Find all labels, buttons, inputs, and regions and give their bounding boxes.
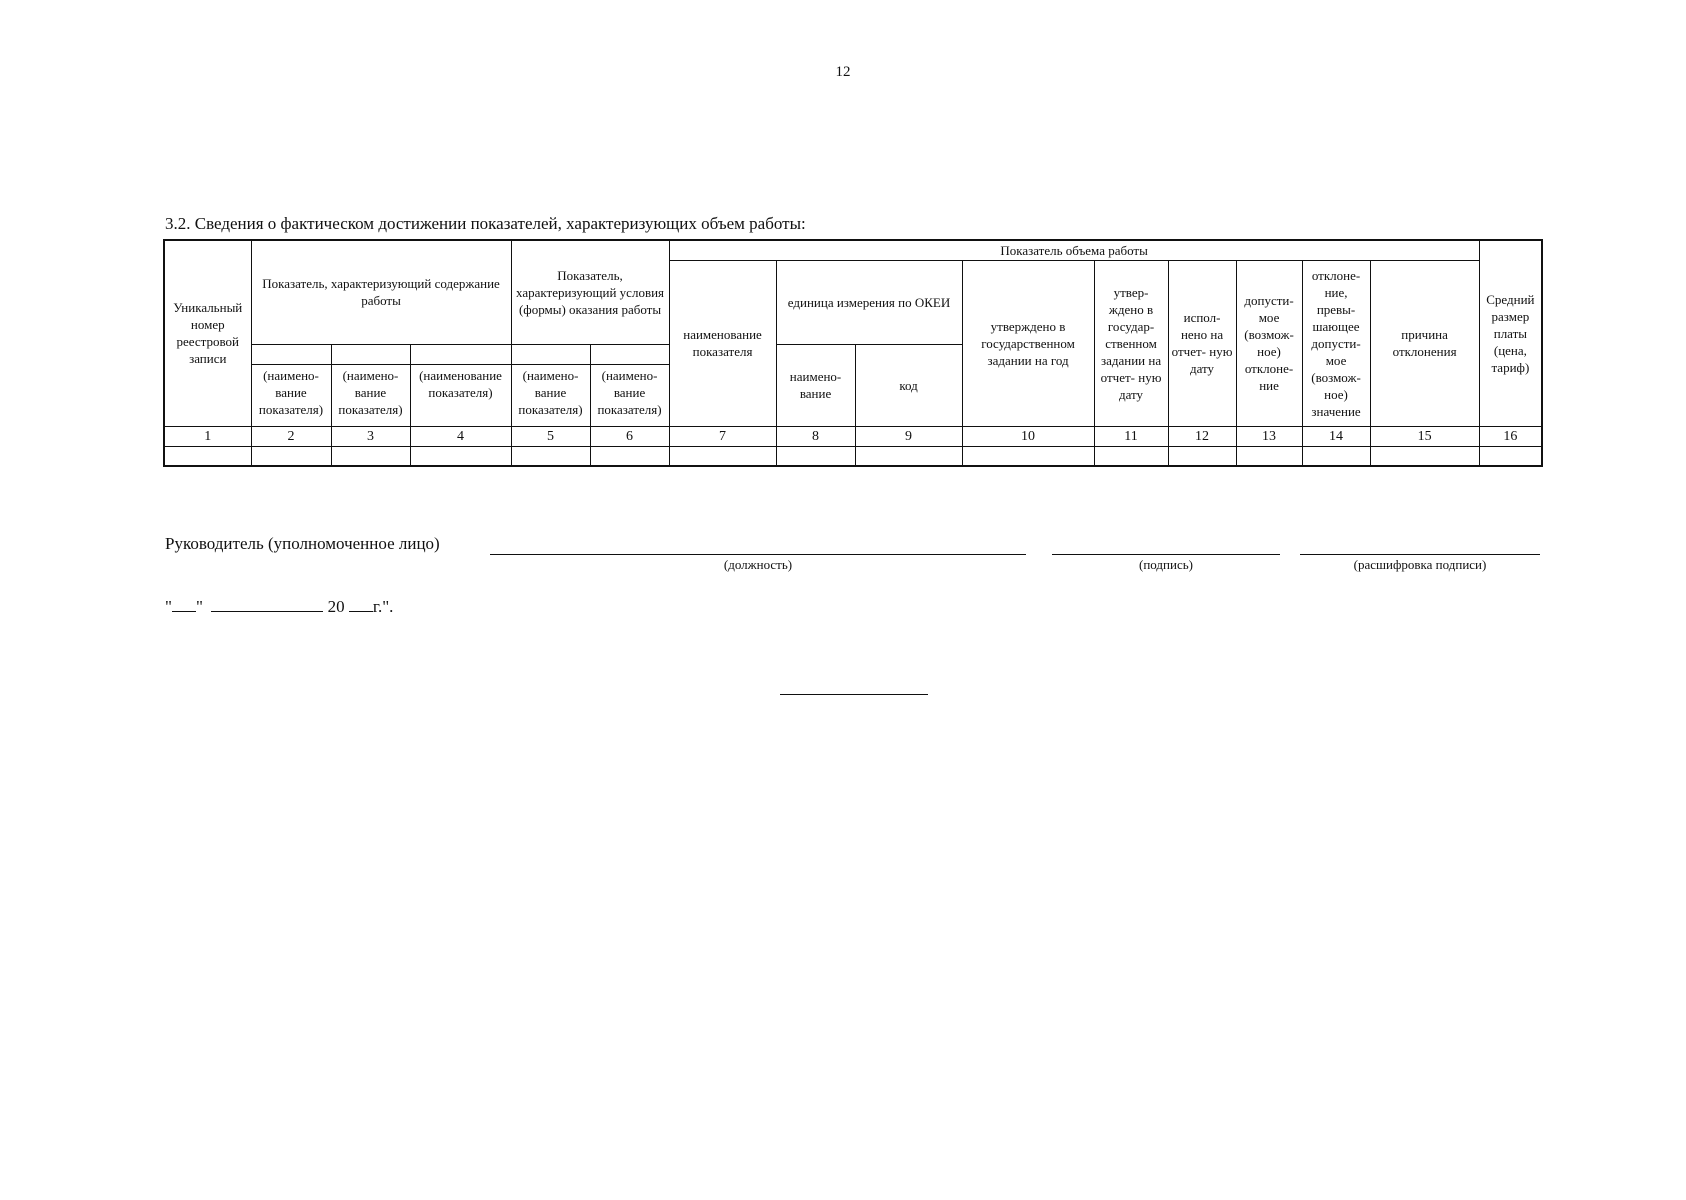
year-blank[interactable] (349, 597, 373, 612)
header-blank (410, 344, 511, 364)
header-blank (511, 344, 590, 364)
subheader-indicator-name: (наимено- вание показателя) (251, 364, 331, 426)
decoding-line[interactable] (1300, 554, 1540, 555)
column-number: 4 (410, 426, 511, 446)
signature-line[interactable] (1052, 554, 1280, 555)
column-number: 15 (1370, 426, 1479, 446)
work-volume-table (163, 239, 1543, 467)
table-cell[interactable] (1168, 446, 1236, 466)
column-number: 3 (331, 426, 410, 446)
footer-divider (780, 694, 928, 695)
column-number: 1 (164, 426, 251, 446)
position-caption: (должность) (723, 557, 793, 572)
column-number: 10 (962, 426, 1094, 446)
decoding-caption: (расшифровка подписи) (1353, 557, 1487, 572)
column-number: 6 (590, 426, 669, 446)
signature-caption: (подпись) (1139, 557, 1193, 572)
header-executed: испол- нено на отчет- ную дату (1168, 260, 1236, 426)
header-deviation-reason: причина отклонения (1370, 260, 1479, 426)
page-number: 12 (835, 64, 851, 80)
header-indicator-name: наименование показателя (669, 260, 776, 426)
table-row (164, 446, 1542, 466)
column-number: 11 (1094, 426, 1168, 446)
header-blank (251, 344, 331, 364)
table-cell[interactable] (511, 446, 590, 466)
subheader-indicator-name: (наименование показателя) (410, 364, 511, 426)
header-average-fee: Средний размер платы (цена, тариф) (1479, 240, 1542, 426)
header-unit-name: наимено- вание (776, 344, 855, 426)
column-number: 13 (1236, 426, 1302, 446)
column-number: 9 (855, 426, 962, 446)
table-cell[interactable] (1479, 446, 1542, 466)
header-approved-report-date: утвер- ждено в государ- ственном задании на отчет- ную дату (1094, 260, 1168, 426)
column-number: 5 (511, 426, 590, 446)
header-unit-code: код (855, 344, 962, 426)
section-title: 3.2. Сведения о фактическом достижении показателей, характеризующих объем работы: (165, 214, 806, 233)
header-content-indicator: Показатель, характеризующий содержание работы (251, 240, 511, 344)
table-cell[interactable] (410, 446, 511, 466)
month-blank[interactable] (211, 597, 323, 612)
header-blank (331, 344, 410, 364)
header-exceeding-deviation: отклоне- ние, превы- шающее допусти- мое (возмож- ное) значение (1302, 260, 1370, 426)
date-line (165, 597, 393, 617)
subheader-indicator-name: (наимено- вание показателя) (331, 364, 410, 426)
column-number: 2 (251, 426, 331, 446)
column-number: 16 (1479, 426, 1542, 446)
header-allowed-deviation: допусти- мое (возмож- ное) отклоне- ние (1236, 260, 1302, 426)
table-cell[interactable] (1302, 446, 1370, 466)
table-cell[interactable] (855, 446, 962, 466)
date-quote-close: " (195, 597, 203, 616)
column-number: 7 (669, 426, 776, 446)
table-cell[interactable] (1370, 446, 1479, 466)
position-line[interactable] (490, 554, 1026, 555)
day-blank[interactable] (172, 597, 196, 612)
column-number: 8 (776, 426, 855, 446)
subheader-indicator-name: (наимено- вание показателя) (590, 364, 669, 426)
table-cell[interactable] (669, 446, 776, 466)
header-conditions-indicator: Показатель, характеризующий условия (формы) оказания работы (511, 240, 669, 344)
column-number: 12 (1168, 426, 1236, 446)
header-blank (590, 344, 669, 364)
signature-label: Руководитель (уполномоченное лицо) (165, 534, 440, 553)
table-cell[interactable] (164, 446, 251, 466)
table-cell[interactable] (962, 446, 1094, 466)
table-cell[interactable] (1236, 446, 1302, 466)
header-unit-okei: единица измерения по ОКЕИ (776, 260, 962, 344)
subheader-indicator-name: (наимено- вание показателя) (511, 364, 590, 426)
table-cell[interactable] (331, 446, 410, 466)
year-suffix: г.". (372, 597, 394, 616)
table-cell[interactable] (251, 446, 331, 466)
table-cell[interactable] (776, 446, 855, 466)
column-number: 14 (1302, 426, 1370, 446)
date-quote-open: " (165, 597, 172, 616)
header-volume-indicator: Показатель объема работы (669, 240, 1479, 260)
header-unique-number: Уникальный номер реестровой записи (164, 240, 251, 426)
header-approved-year: утверждено в государственном задании на год (962, 260, 1094, 426)
table-cell[interactable] (590, 446, 669, 466)
year-prefix: 20 (327, 597, 345, 616)
table-cell[interactable] (1094, 446, 1168, 466)
